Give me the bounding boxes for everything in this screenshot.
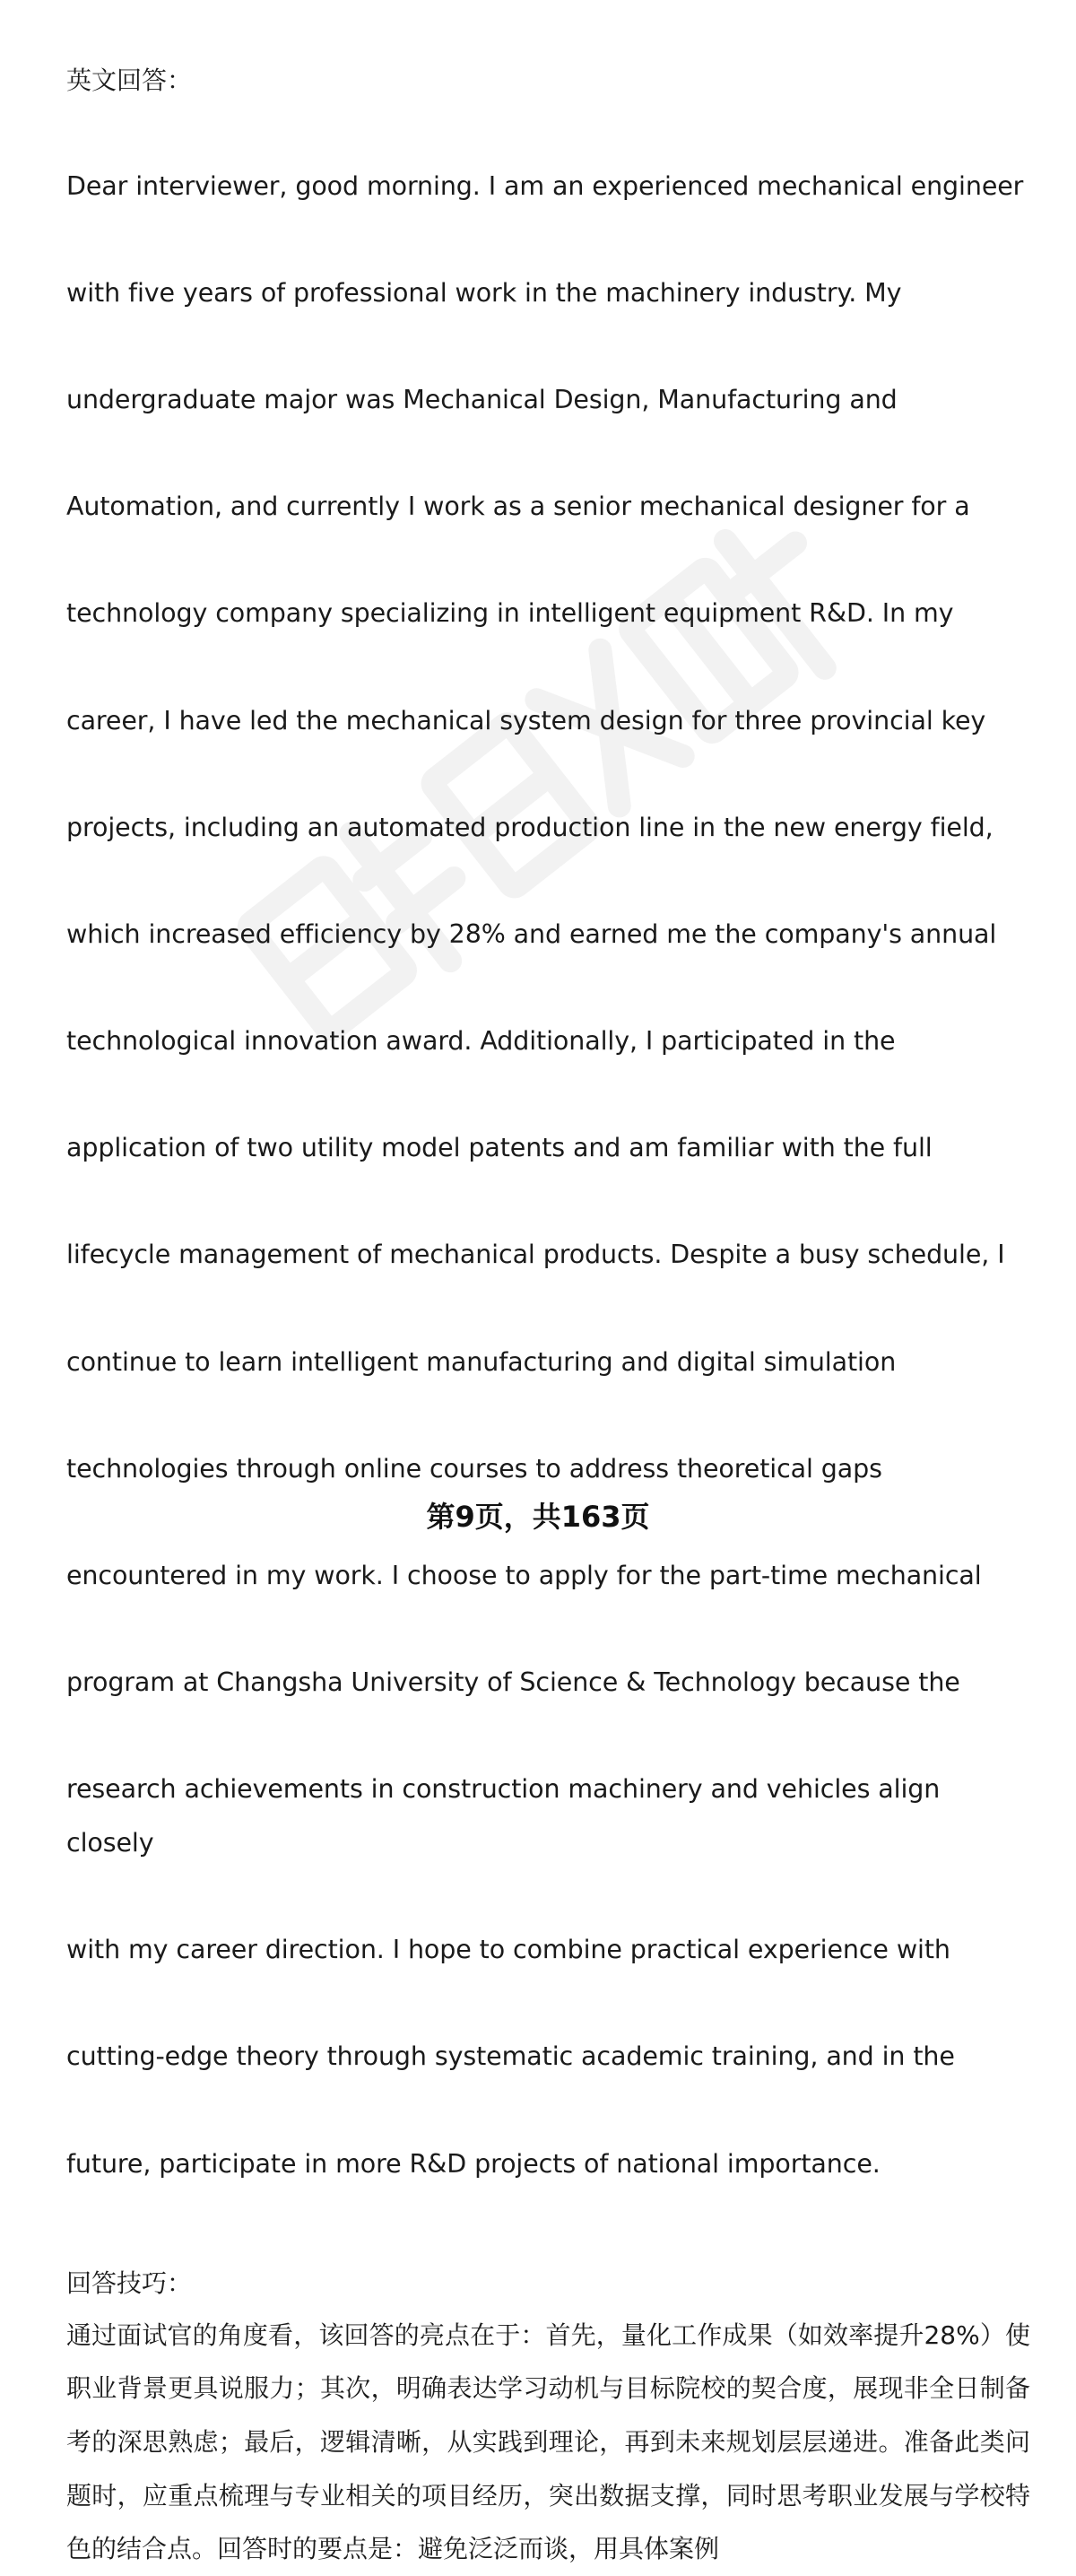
english-answer-heading: 英文回答： xyxy=(66,65,193,95)
english-answer-line: technologies through online courses to address theoretical gaps xyxy=(66,1453,882,1484)
english-answer-line: Dear interviewer, good morning. I am an experienced mechanical engineer xyxy=(66,170,1024,201)
page-content xyxy=(66,56,1035,2576)
english-answer-line: lifecycle management of mechanical products. Despite a busy schedule, I xyxy=(66,1240,1005,1270)
english-answer-line: undergraduate major was Mechanical Design, Manufacturing and xyxy=(66,384,898,414)
english-answer-line: which increased efficiency by 28% and earned me the company's annual xyxy=(66,918,997,949)
english-answer-line: technology company specializing in intelligent equipment R&D. In my xyxy=(66,598,954,629)
tips-body: 通过面试官的角度看，该回答的亮点在于：首先，量化工作成果（如效率提升28%）使职业背景更具说服力；其次，明确表达学习动机与目标院校的契合度，展现非全日制备考的深思熟虑；最后，逻辑清晰，从实践到理论，再到未来规划层层递进。准备此类问题时，应重点梳理与专业相关的项目经历，突出数据支撑，同时思考职业发展与学校特色的结合点。回答时的要点是：避免泛泛而谈，用具体案例 xyxy=(66,2319,1030,2564)
tips-heading: 回答技巧： xyxy=(66,2267,193,2298)
english-answer-line: research achievements in construction machinery and vehicles align closely xyxy=(66,1774,941,1858)
page-number-footer: 第9页，共163页 xyxy=(426,1500,650,1534)
english-answer-line: with my career direction. I hope to combine practical experience with xyxy=(66,1935,950,1965)
english-answer-body xyxy=(66,106,1035,2244)
english-answer-line: continue to learn intelligent manufacturing and digital simulation xyxy=(66,1346,897,1377)
english-answer-line: technological innovation award. Additionally, I participated in the xyxy=(66,1026,896,1057)
english-answer-line: career, I have led the mechanical system design for three provincial key xyxy=(66,705,986,735)
english-answer-line: with five years of professional work in the machinery industry. My xyxy=(66,277,902,308)
english-answer-line: application of two utility model patents and am familiar with the full xyxy=(66,1133,933,1163)
english-answer-line: Automation, and currently I work as a senior mechanical designer for a xyxy=(66,492,970,522)
english-answer-line: projects, including an automated production line in the new energy field, xyxy=(66,812,994,842)
english-answer-line: encountered in my work. I choose to apply for the part-time mechanical xyxy=(66,1561,982,1591)
english-answer-line: program at Changsha University of Science & Technology because the xyxy=(66,1667,960,1698)
english-answer-line: cutting-edge theory through systematic academic training, and in the xyxy=(66,2041,955,2072)
english-answer-line: future, participate in more R&D projects of national importance. xyxy=(66,2148,881,2179)
